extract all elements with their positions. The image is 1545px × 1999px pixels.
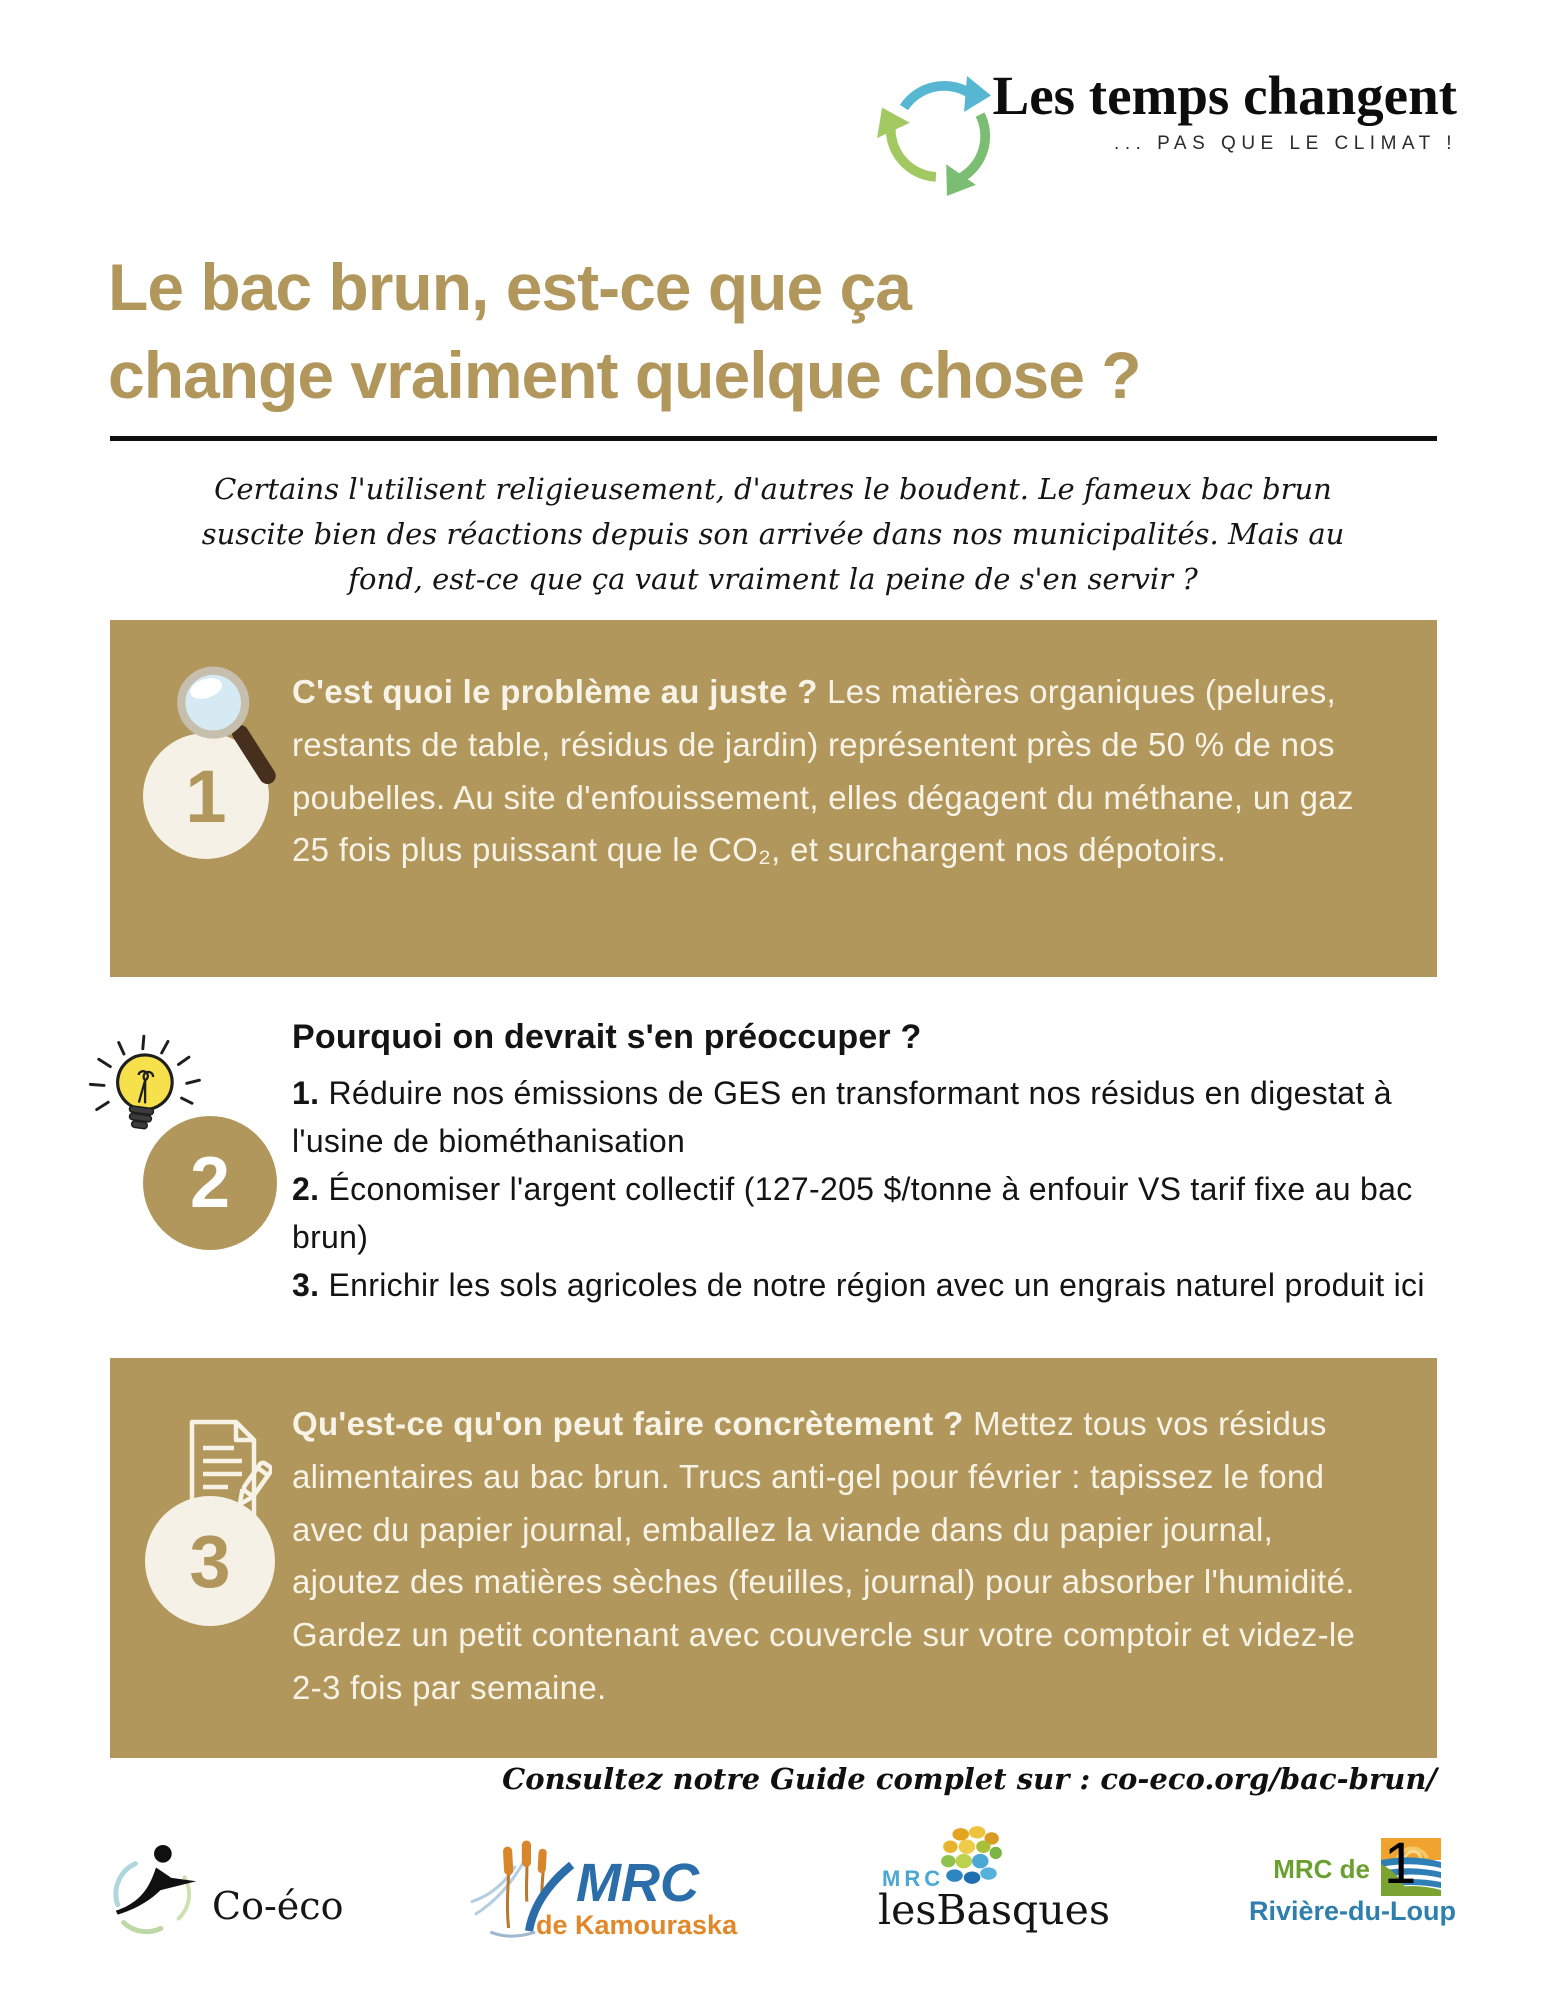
- coeco-icon: [102, 1836, 210, 1956]
- title-divider: [110, 436, 1437, 441]
- page-number: 1: [1384, 1831, 1417, 1896]
- why-item-1-text: Réduire nos émissions de GES en transformant nos résidus en digestat à l'usine de biométhanisation: [292, 1075, 1392, 1159]
- logo-mrc-riviere-du-loup: [1242, 1838, 1458, 1958]
- cattails-icon: [470, 1834, 592, 1962]
- mosaic-flower-icon: [938, 1824, 1004, 1890]
- lightbulb-icon: [84, 1032, 210, 1163]
- kamouraska-sub-label: de Kamouraska: [536, 1910, 738, 1940]
- why-item-2-text: Économiser l'argent collectif (127-205 $/tonne à enfouir VS tarif fixe au bac brun): [292, 1171, 1413, 1255]
- section-action-lead: Qu'est-ce qu'on peut faire concrètement ?: [292, 1405, 974, 1442]
- kamouraska-mrc-label: MRC: [576, 1853, 699, 1913]
- section-action-number-badge: 3: [145, 1496, 275, 1626]
- coeco-label: Co-éco: [212, 1884, 344, 1928]
- section-action-box: [110, 1358, 1437, 1758]
- why-item-2: [292, 1165, 1452, 1261]
- basques-mrc-label: MRC: [882, 1866, 945, 1891]
- intro-paragraph: Certains l'utilisent religieusement, d'autres le boudent. Le fameux bac brun suscite bien des réactions depuis son arrivée dans nos municipalités. Mais au fond, est-ce que ça vaut vraiment la peine de s'en servir ?: [201, 472, 1345, 596]
- brand-tagline: ... PAS QUE LE CLIMAT !: [1114, 133, 1457, 155]
- why-item-1: [292, 1069, 1452, 1165]
- section-action-text: [292, 1398, 1389, 1715]
- section-why: [292, 1018, 1452, 1309]
- rdl-name-label: Rivière-du-Loup: [1249, 1896, 1456, 1926]
- section-problem-box: [110, 620, 1437, 977]
- section-why-number-badge: 2: [143, 1116, 277, 1250]
- logo-mrc-kamouraska: [470, 1834, 790, 1969]
- page-title-line1: Le bac brun, est-ce que ça: [108, 250, 911, 324]
- section-problem-text: [292, 666, 1389, 877]
- magnifier-icon: [166, 660, 284, 796]
- section-action-body: Mettez tous vos résidus alimentaires au bac brun. Trucs anti-gel pour février : tapissez le fond avec du papier journal, emballez la viande dans du papier journal, ajoutez des matières sèches (feuilles, journal) pour absorber l'humidité. Gardez un petit contenant avec couvercle sur votre comptoir et videz-le 2-3 fois par semaine.: [292, 1405, 1356, 1706]
- brand-name: Les temps changent: [992, 65, 1457, 126]
- rdl-mrc-label: MRC de: [1273, 1854, 1370, 1884]
- why-item-3-number: 3.: [292, 1267, 320, 1303]
- section-problem-body: Les matières organiques (pelures, restants de table, résidus de jardin) représentent près de 50 % de nos poubelles. Au site d'enfouissement, elles dégagent du méthane, un gaz 25 fois plus puissant que le CO₂, et surchargent nos dépotoirs.: [292, 673, 1354, 869]
- page-title: [108, 244, 1478, 420]
- guide-link-note: Consultez notre Guide complet sur : co-eco.org/bac-brun/: [502, 1762, 1437, 1796]
- document-pencil-icon: [172, 1416, 272, 1528]
- brand-block: [865, 64, 1457, 208]
- why-item-3-text: Enrichir les sols agricoles de notre région avec un engrais naturel produit ici: [328, 1267, 1425, 1303]
- logo-mrc-les-basques: [876, 1824, 1110, 1959]
- why-item-3: [292, 1261, 1452, 1309]
- section-why-heading: Pourquoi on devrait s'en préoccuper ?: [292, 1018, 922, 1056]
- why-item-1-number: 1.: [292, 1075, 320, 1111]
- section-problem-lead: C'est quoi le problème au juste ?: [292, 673, 828, 710]
- section-problem-number-badge: 1: [143, 733, 269, 859]
- why-item-2-number: 2.: [292, 1171, 320, 1207]
- page-title-line2: change vraiment quelque chose ?: [108, 337, 1141, 412]
- logo-coeco: [102, 1836, 343, 1956]
- basques-sub-label: lesBasques: [878, 1886, 1110, 1934]
